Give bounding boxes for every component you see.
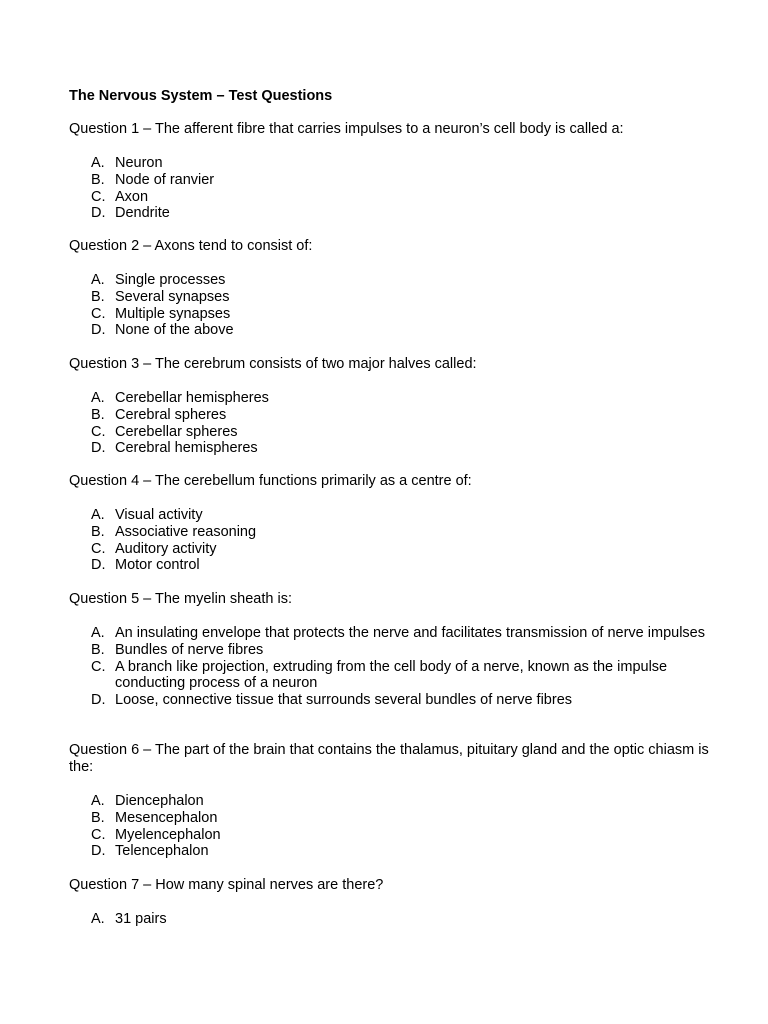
option-text: Telencephalon xyxy=(115,843,209,860)
option-letter: B. xyxy=(91,288,105,305)
option-letter: C. xyxy=(91,188,106,205)
option-text: Diencephalon xyxy=(115,793,204,809)
answer-option xyxy=(69,424,709,441)
question-text: Question 4 – The cerebellum functions primarily as a centre of: xyxy=(69,473,472,489)
option-text: Loose, connective tissue that surrounds several bundles of nerve fibres xyxy=(115,692,573,709)
option-text: An insulating envelope that protects the nerve and facilitates transmission of nerve impulses xyxy=(115,625,705,641)
question-2 xyxy=(69,238,709,339)
option-letter: A. xyxy=(91,911,105,927)
answer-options xyxy=(69,793,709,860)
question-text: Question 6 – The part of the brain that contains the thalamus, pituitary gland and the optic chiasm is the: xyxy=(69,742,709,775)
document-title: The Nervous System – Test Questions xyxy=(69,88,333,104)
option-text: Axon xyxy=(115,188,149,205)
option-text: Myelencephalon xyxy=(115,826,221,843)
option-text: A branch like projection, extruding from the cell body of a nerve, known as the impulse conducting process of a neuron xyxy=(115,658,668,692)
answer-option xyxy=(69,507,709,524)
question-3 xyxy=(69,356,709,457)
option-letter: A. xyxy=(91,625,105,641)
option-letter: D. xyxy=(91,205,106,222)
answer-option xyxy=(69,289,709,306)
option-letter: A. xyxy=(91,507,105,523)
option-text: Mesencephalon xyxy=(115,809,218,826)
option-text: Cerebral hemispheres xyxy=(115,440,258,457)
answer-option xyxy=(69,541,709,558)
option-letter: A. xyxy=(91,272,105,288)
answer-option xyxy=(69,625,709,642)
option-letter: B. xyxy=(91,523,105,540)
answer-option xyxy=(69,692,709,709)
option-text: Multiple synapses xyxy=(115,305,231,322)
answer-options xyxy=(69,507,709,574)
option-text: Motor control xyxy=(115,557,200,574)
option-letter: A. xyxy=(91,155,105,171)
option-text: Associative reasoning xyxy=(115,523,257,540)
answer-options xyxy=(69,911,709,928)
option-letter: B. xyxy=(91,809,105,826)
question-6 xyxy=(69,742,709,860)
option-letter: A. xyxy=(91,390,105,406)
option-letter: D. xyxy=(91,843,106,860)
option-letter: B. xyxy=(91,406,105,423)
answer-option xyxy=(69,557,709,574)
option-letter: C. xyxy=(91,658,106,675)
option-text: None of the above xyxy=(115,322,234,339)
question-text: Question 5 – The myelin sheath is: xyxy=(69,591,292,607)
option-text: Cerebellar hemispheres xyxy=(115,390,269,406)
answer-option xyxy=(69,659,709,693)
option-text: Dendrite xyxy=(115,205,170,222)
answer-option xyxy=(69,440,709,457)
option-letter: C. xyxy=(91,305,106,322)
option-text: Node of ranvier xyxy=(115,171,215,188)
answer-option xyxy=(69,642,709,659)
answer-option xyxy=(69,272,709,289)
option-text: Cerebellar spheres xyxy=(115,423,238,440)
option-text: Auditory activity xyxy=(115,540,217,557)
answer-option xyxy=(69,155,709,172)
option-text: Single processes xyxy=(115,272,226,288)
option-letter: A. xyxy=(91,793,105,809)
answer-options xyxy=(69,272,709,339)
question-4 xyxy=(69,473,709,574)
question-text: Question 7 – How many spinal nerves are there? xyxy=(69,877,384,893)
question-7 xyxy=(69,877,709,928)
answer-options xyxy=(69,390,709,457)
question-5 xyxy=(69,591,709,709)
answer-option xyxy=(69,205,709,222)
option-text: Cerebral spheres xyxy=(115,406,227,423)
option-letter: D. xyxy=(91,322,106,339)
option-letter: C. xyxy=(91,540,106,557)
option-letter: D. xyxy=(91,557,106,574)
option-letter: B. xyxy=(91,171,105,188)
answer-options xyxy=(69,155,709,222)
option-letter: C. xyxy=(91,423,106,440)
answer-option xyxy=(69,189,709,206)
option-letter: C. xyxy=(91,826,106,843)
answer-option xyxy=(69,172,709,189)
answer-option xyxy=(69,843,709,860)
option-text: Neuron xyxy=(115,155,163,171)
option-text: Visual activity xyxy=(115,507,203,523)
answer-option xyxy=(69,827,709,844)
answer-option xyxy=(69,390,709,407)
question-1 xyxy=(69,121,709,222)
option-text: Several synapses xyxy=(115,288,230,305)
answer-option xyxy=(69,793,709,810)
option-letter: D. xyxy=(91,692,106,709)
question-text: Question 3 – The cerebrum consists of two major halves called: xyxy=(69,356,477,372)
question-text: Question 1 – The afferent fibre that carries impulses to a neuron’s cell body is called a: xyxy=(69,121,624,137)
option-text: 31 pairs xyxy=(115,911,167,927)
answer-option xyxy=(69,306,709,323)
question-text: Question 2 – Axons tend to consist of: xyxy=(69,238,313,254)
answer-option xyxy=(69,810,709,827)
answer-option xyxy=(69,911,709,928)
option-letter: D. xyxy=(91,440,106,457)
answer-option xyxy=(69,322,709,339)
answer-option xyxy=(69,407,709,424)
answer-option xyxy=(69,524,709,541)
answer-options xyxy=(69,625,709,709)
option-text: Bundles of nerve fibres xyxy=(115,641,264,658)
option-letter: B. xyxy=(91,641,105,658)
